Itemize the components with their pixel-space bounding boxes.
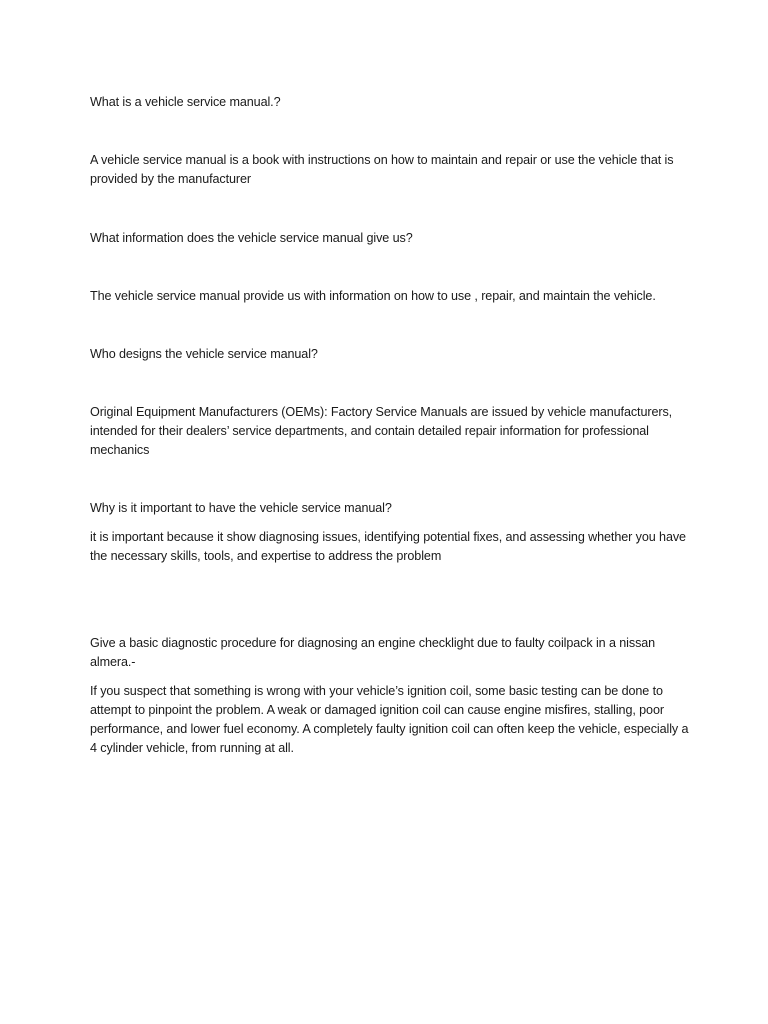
question-what-is-manual: What is a vehicle service manual.? bbox=[90, 95, 281, 109]
question-diagnostic-procedure: Give a basic diagnostic procedure for diagnosing an engine checklight due to faulty coilpack in a nissan almera.- bbox=[90, 636, 656, 669]
answer-who-designs: Original Equipment Manufacturers (OEMs): Factory Service Manuals are issued by vehicle manufacturers, intended for their dealers’ service departments, and contain detailed repair information for professional mechanics bbox=[90, 405, 673, 457]
question-who-designs: Who designs the vehicle service manual? bbox=[90, 347, 318, 361]
answer-diagnostic-procedure: If you suspect that something is wrong with your vehicle’s ignition coil, some basic testing can be done to attempt to pinpoint the problem. A weak or damaged ignition coil can cause engine misfires, stalling, poor performance, and lower fuel economy. A completely faulty ignition coil can often keep the vehicle, especially a 4 cylinder vehicle, from running at all. bbox=[90, 684, 689, 755]
question-information: What information does the vehicle service manual give us? bbox=[90, 231, 413, 245]
answer-what-is-manual: A vehicle service manual is a book with instructions on how to maintain and repair or use the vehicle that is provided by the manufacturer bbox=[90, 153, 674, 186]
answer-information: The vehicle service manual provide us with information on how to use , repair, and maintain the vehicle. bbox=[90, 289, 656, 303]
question-why-important: Why is it important to have the vehicle service manual? bbox=[90, 501, 392, 515]
answer-why-important: it is important because it show diagnosing issues, identifying potential fixes, and assessing whether you have the necessary skills, tools, and expertise to address the problem bbox=[90, 530, 686, 563]
